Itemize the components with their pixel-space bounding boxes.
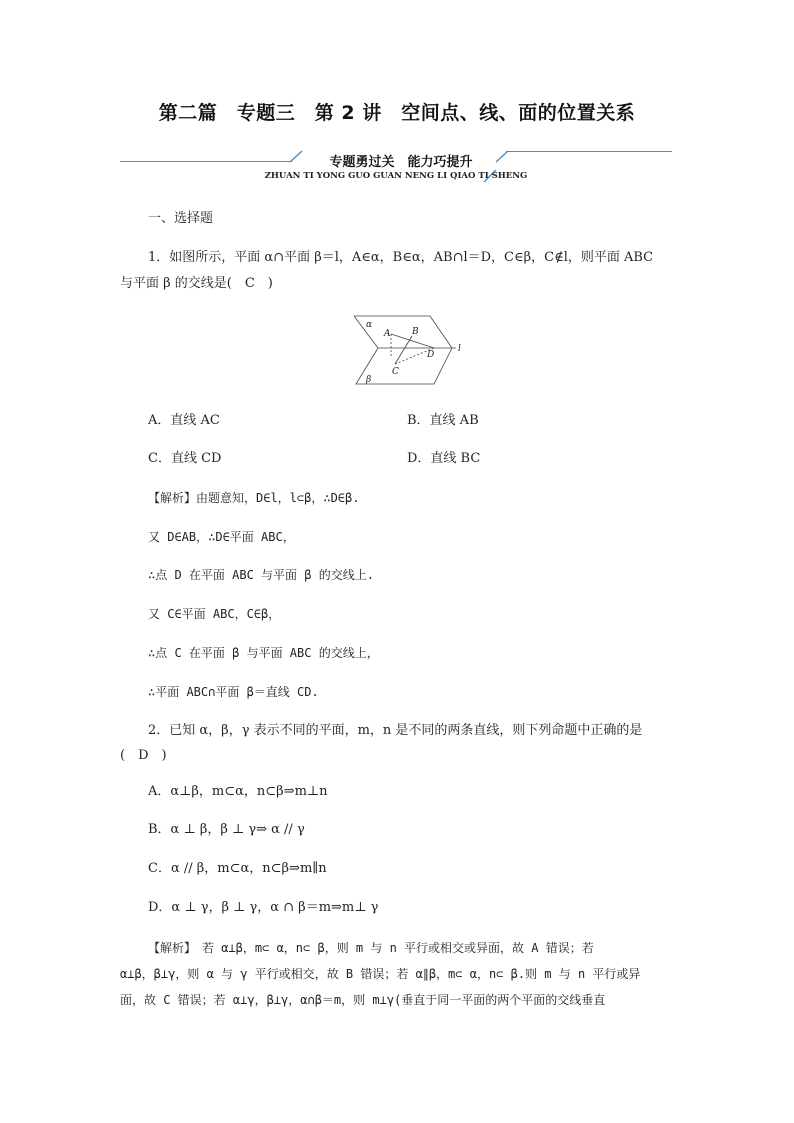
figure-label-C: C [392,367,399,377]
q1-stem-line1: 1．如图所示，平面 α∩平面 β＝l，A∈α，B∈α，AB∩l＝D，C∈β，C∉l，则平面 ABC [148,250,654,265]
q2-option-c: C．α // β，m⊂α，n⊂β⇒m∥n [148,861,327,876]
q1-figure [350,310,470,390]
banner-rule-right [506,151,672,152]
figure-label-B: B [412,327,419,337]
q1-option-c: C．直线 CD [148,451,222,466]
q1-analysis-line6: ∴平面 ABC∩平面 β＝直线 CD. [148,685,319,699]
figure-label-A: A [384,329,391,339]
q1-option-a: A．直线 AC [148,413,220,428]
q2-stem-line2: ( D ) [120,748,167,763]
q2-analysis-line3: 面，故 C 错误；若 α⊥γ，β⊥γ，α∩β＝m，则 m⊥γ(垂直于同一平面的两个平面的交线垂直 [120,993,606,1007]
q1-analysis-line5: ∴点 C 在平面 β 与平面 ABC 的交线上， [148,646,379,660]
q1-analysis-line3: ∴点 D 在平面 ABC 与平面 β 的交线上. [148,568,374,582]
q1-analysis-line1: 【解析】由题意知，D∈l，l⊂β，∴D∈β. [148,491,360,505]
q2-option-b: B．α ⊥ β，β ⊥ γ⇒ α // γ [148,822,305,837]
q1-option-d: D．直线 BC [407,451,481,466]
banner-rule-left [120,161,292,162]
q2-stem-line1: 2．已知 α，β，γ 表示不同的平面，m，n 是不同的两条直线，则下列命题中正确的是 [148,723,643,738]
figure-label-D: D [427,350,435,360]
figure-label-l: l [458,344,461,354]
page-title: 第二篇 专题三 第 2 讲 空间点、线、面的位置关系 [158,102,636,124]
q2-analysis-line1: 【解析】 若 α⊥β，m⊂ α，n⊂ β，则 m 与 n 平行或相交或异面，故 A 错误；若 [148,941,594,955]
banner-main-text: 专题勇过关 能力巧提升 [329,155,473,170]
figure-label-beta: β [366,375,372,385]
q2-option-d: D．α ⊥ γ，β ⊥ γ，α ∩ β＝m⇒m⊥ γ [148,900,379,915]
q1-stem-line2: 与平面 β 的交线是( C ) [120,276,273,291]
q2-option-a: A．α⊥β，m⊂α，n⊂β⇒m⊥n [148,784,328,799]
q2-analysis-line2: α⊥β，β⊥γ，则 α 与 γ 平行或相交，故 B 错误；若 α∥β，m⊂ α，n⊂ β.则 m 与 n 平行或异 [120,967,641,981]
section-heading: 一、选择题 [148,211,214,226]
q1-analysis-line4: 又 C∈平面 ABC，C∈β， [148,607,281,621]
banner-pinyin: ZHUAN TI YONG GUO GUAN NENG LI QIAO TI SHENG [264,171,528,181]
q1-analysis-line2: 又 D∈AB，∴D∈平面 ABC， [148,530,295,544]
q1-option-b: B．直线 AB [407,413,479,428]
section-banner [120,150,672,186]
figure-label-alpha: α [366,320,373,330]
figure-segment-BC [395,336,412,364]
banner-slash-right-top [494,150,510,164]
